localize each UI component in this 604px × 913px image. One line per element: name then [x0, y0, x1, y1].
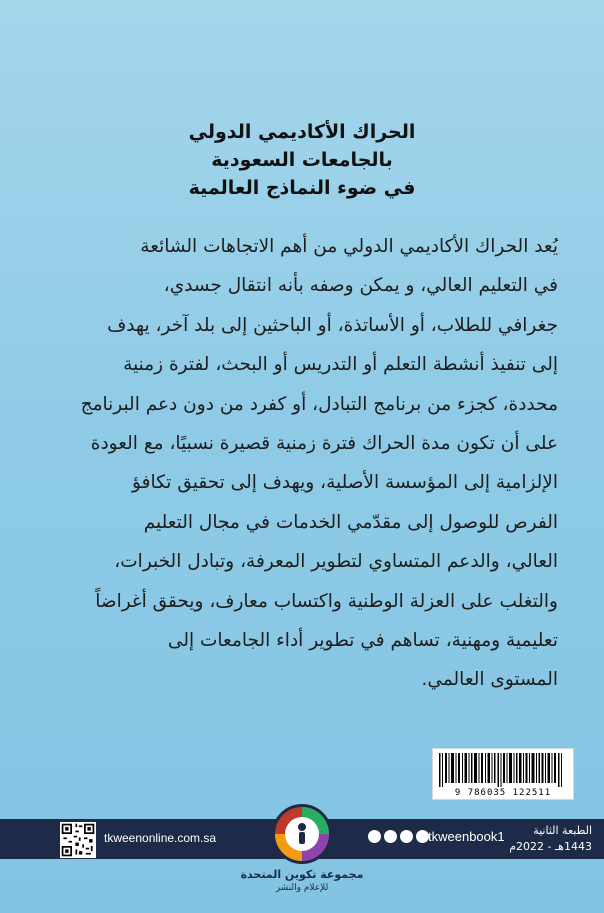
body-line: في التعليم العالي، و يمكن وصفه بأنه انتقال جسدي، — [163, 275, 558, 297]
body-line: تعليمية ومهنية، تساهم في تطوير أداء الجامعات إلى — [167, 630, 558, 652]
body-line: على أن تكون مدة الحراك فترة زمنية قصيرة نسبيًا، مع العودة — [90, 433, 558, 455]
body-line: الفرص للوصول إلى مقدّمي الخدمات في مجال التعليم — [143, 511, 558, 533]
title-line-3: في ضوء النماذج العالمية — [188, 177, 416, 199]
title-block — [0, 118, 604, 202]
body-line: والتغلب على العزلة الوطنية واكتساب معارف، ويحقق أغراضاً — [95, 590, 558, 612]
instagram-icon[interactable] — [384, 830, 397, 843]
edition-label: الطبعة الثانية — [533, 824, 592, 837]
body-line: المستوى العالمي. — [421, 669, 558, 691]
publisher-logo-icon — [270, 802, 334, 866]
twitter-icon[interactable] — [368, 830, 381, 843]
body-line: الإلزامية إلى المؤسسة الأصلية، ويهدف إلى تحقيق تكافؤ — [132, 472, 558, 494]
body-line: يُعد الحراك الأكاديمي الدولي من أهم الاتجاهات الشائعة — [140, 236, 558, 257]
body-line: العالي، والدعم المتساوي لتطوير المعرفة، وتبادل الخبرات، — [114, 551, 558, 573]
social-icons — [368, 830, 429, 843]
edition-info — [509, 823, 592, 855]
body-line: إلى تنفيذ أنشطة التعلم أو التدريس أو البحث، لفترة زمنية — [123, 354, 558, 376]
body-text — [46, 227, 558, 700]
body-line: جغرافي للطلاب، أو الأساتذة، أو الباحثين إلى بلد آخر، يهدف — [107, 314, 558, 336]
barcode-number: 9 786035 122511 — [454, 788, 552, 798]
social-handle[interactable]: tkweenbook1 — [428, 829, 505, 844]
body-line: محددة، كجزء من برنامج التبادل، أو كفرد من دون دعم البرنامج — [80, 393, 558, 415]
website-link[interactable]: tkweenonline.com.sa — [104, 831, 217, 845]
publisher-name-block — [0, 868, 604, 894]
barcode — [432, 748, 574, 800]
publisher-name: مجموعة تكوين المتحدة — [240, 868, 364, 881]
qr-code-icon[interactable] — [60, 822, 96, 858]
publisher-subtitle: للإعلام والنشر — [275, 883, 329, 893]
barcode-bars-icon — [439, 753, 567, 787]
edition-date: 1443هـ - 2022م — [509, 840, 592, 853]
facebook-icon[interactable] — [400, 830, 413, 843]
title-line-1: الحراك الأكاديمي الدولي — [188, 121, 416, 143]
title-line-2: بالجامعات السعودية — [211, 149, 393, 171]
